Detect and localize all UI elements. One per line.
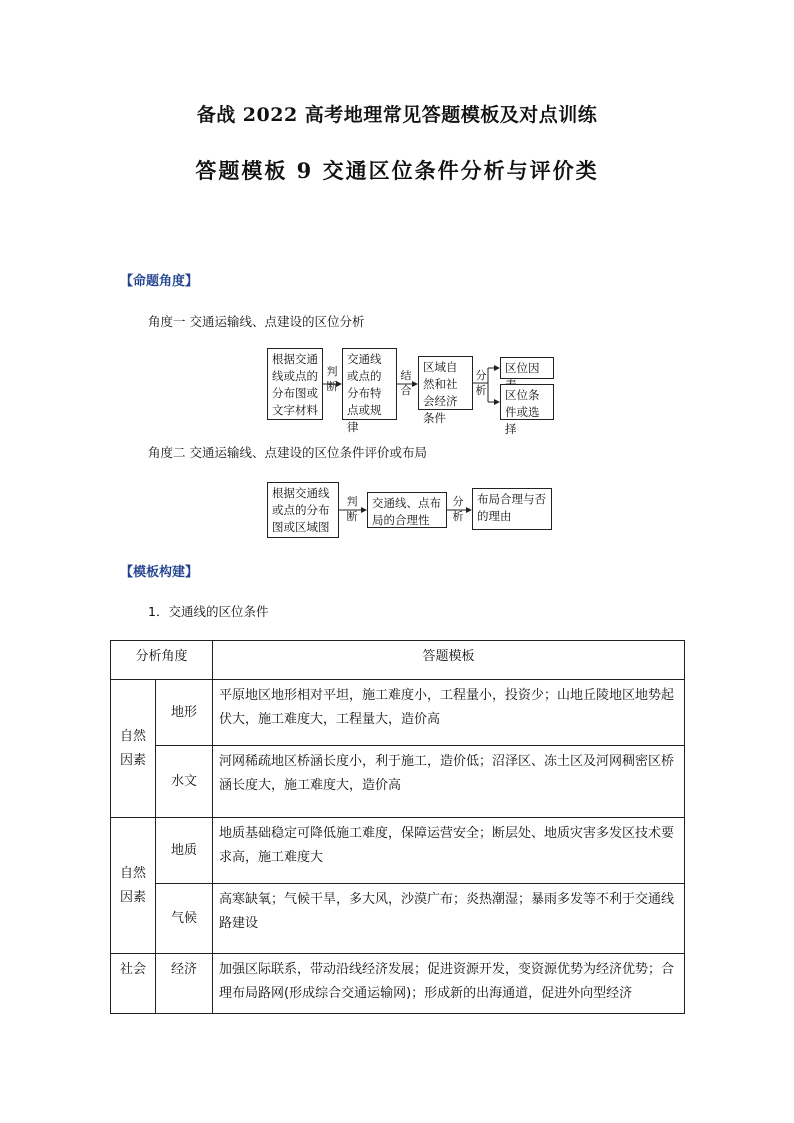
document-title: 备战 2022 高考地理常见答题模板及对点训练 [196, 104, 598, 126]
template-subtitle: 答题模板 9 交通区位条件分析与评价类 [195, 158, 599, 183]
col-header-angle: 分析角度 [111, 641, 213, 680]
flow1-judge-label: 判断 [326, 365, 338, 393]
answer-template-table [110, 640, 685, 1014]
table-row [111, 746, 685, 818]
flow1-factor-box: 区位因 [500, 357, 554, 379]
angle-one-label: 角度一 交通运输线、点建设的区位分析 [148, 314, 365, 329]
flow2-source-box: 根据交通线或点的分布图或区域图 [267, 482, 339, 538]
flow2-reason-box: 布局合理与否的理由 [472, 488, 552, 530]
angle-section-heading: 【命题角度】 [120, 274, 199, 289]
factor-cell: 经济 [156, 954, 213, 1014]
factor-cell: 水文 [156, 746, 213, 818]
col-header-template: 答题模板 [213, 641, 685, 680]
flow1-analyze-label: 分析 [475, 369, 487, 397]
table-row [111, 954, 685, 1014]
group-natural-2: 自然因素 [111, 818, 156, 954]
factor-cell: 地形 [156, 680, 213, 746]
flow2-rationality-box: 交通线、点布局的合理性 [367, 492, 447, 528]
subsection-traffic-line-conditions: 1．交通线的区位条件 [148, 604, 269, 619]
template-section-heading: 【模板构建】 [120, 565, 199, 580]
flow1-combine-label: 结合 [400, 369, 412, 397]
flow1-pattern-box: 交通线或点的分布特点或规律 [342, 348, 397, 420]
group-natural-1: 自然因素 [111, 680, 156, 818]
group-social: 社会 [111, 954, 156, 1014]
factor-cell: 气候 [156, 884, 213, 954]
factor-cell: 地质 [156, 818, 213, 884]
table-row [111, 818, 685, 884]
table-row [111, 884, 685, 954]
flow2-judge-label: 判断 [346, 495, 358, 523]
flow1-choice-box: 区位条件或选择 [500, 384, 554, 420]
table-header-row [111, 641, 685, 680]
template-cell: 河网稀疏地区桥涵长度小，利于施工，造价低；沼泽区、冻土区及河网稠密区桥涵长度大，施工难度大，造价高 [213, 746, 685, 818]
flow1-source-box: 根据交通线或点的分布图或文字材料 [267, 348, 323, 420]
template-cell: 加强区际联系，带动沿线经济发展；促进资源开发，变资源优势为经济优势；合理布局路网(形成综合交通运输网)；形成新的出海通道，促进外向型经济 [213, 954, 685, 1014]
table-row [111, 680, 685, 746]
template-cell: 地质基础稳定可降低施工难度，保障运营安全；断层处、地质灾害多发区技术要求高，施工难度大 [213, 818, 685, 884]
template-cell: 高寒缺氧；气候干旱，多大风，沙漠广布；炎热潮湿；暴雨多发等不利于交通线路建设 [213, 884, 685, 954]
angle-two-label: 角度二 交通运输线、点建设的区位条件评价或布局 [148, 445, 427, 460]
flow1-conditions-box: 区域自然和社会经济条件 [418, 356, 473, 410]
flow2-analyze-label: 分析 [452, 495, 464, 523]
template-cell: 平原地区地形相对平坦，施工难度小，工程量小，投资少；山地丘陵地区地势起伏大，施工难度大，工程量大，造价高 [213, 680, 685, 746]
